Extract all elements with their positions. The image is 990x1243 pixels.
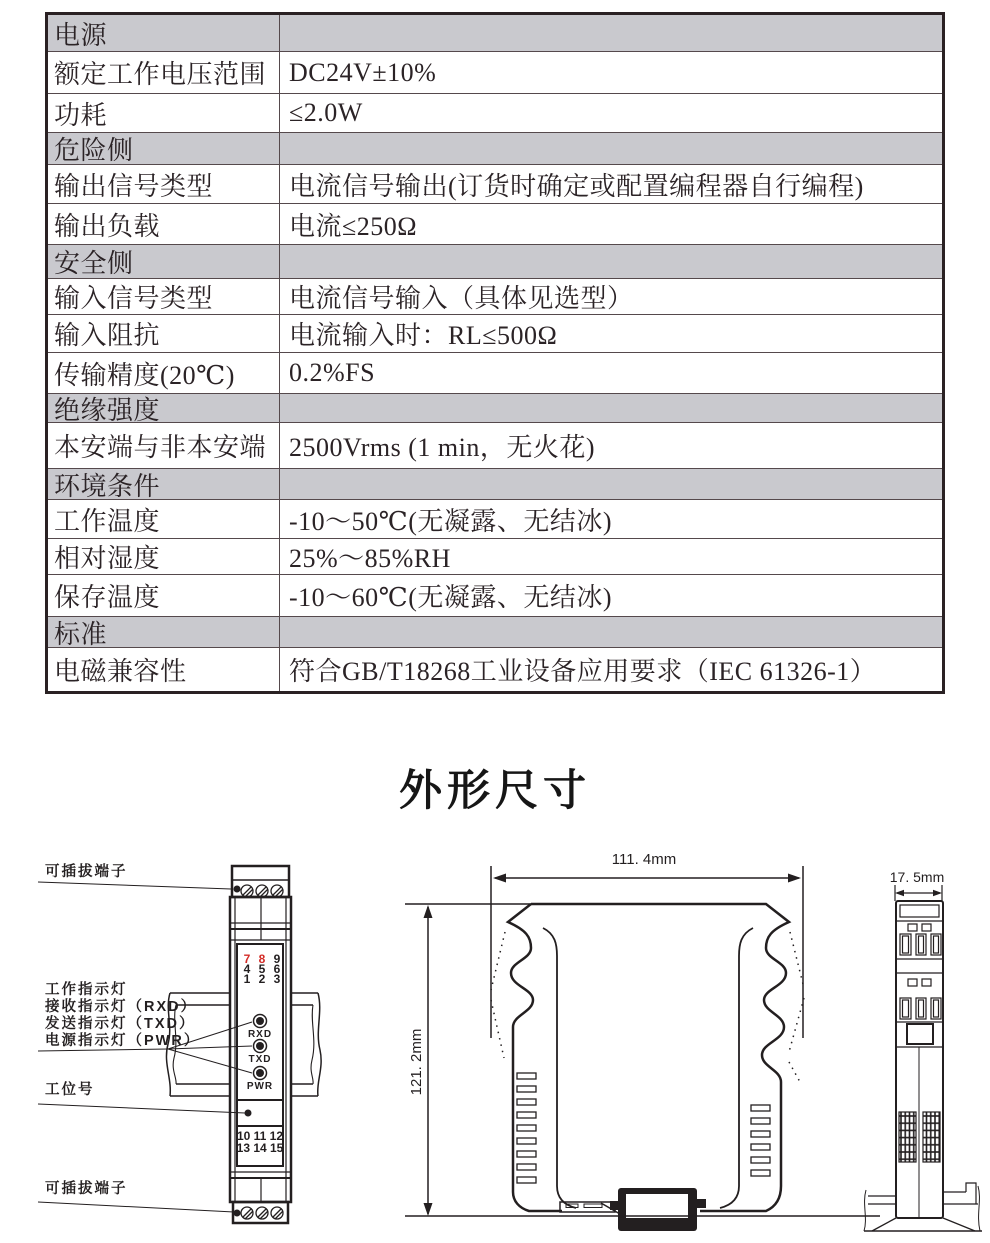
table-row <box>48 203 942 244</box>
row-label: 输出信号类型 <box>48 165 280 203</box>
row-value: -10～60℃(无凝露、无结冰) <box>289 583 613 612</box>
row-label: 安全侧 <box>48 245 280 278</box>
terminal-block-bottom <box>233 1202 288 1223</box>
led-txd <box>249 1040 272 1066</box>
height-dimension <box>408 905 433 1216</box>
row-value <box>280 617 942 647</box>
width-dimension <box>491 851 803 1038</box>
table-row-standard <box>48 616 942 647</box>
row-value <box>280 394 942 422</box>
vent-slots-left <box>517 1073 536 1183</box>
row-value: ≤2.0W <box>289 98 363 127</box>
svg-text:RXD: RXD <box>247 1029 273 1040</box>
row-label: 标准 <box>48 617 280 647</box>
row-value: 25%～85%RH <box>289 544 451 573</box>
outline-dimension-drawings <box>0 840 990 1243</box>
table-row-insulation <box>48 393 942 422</box>
row-label: 传输精度(20℃) <box>48 353 280 393</box>
din-rail-end <box>864 1183 982 1231</box>
table-row <box>48 93 942 132</box>
terminal-block-top <box>232 866 289 897</box>
table-row-safe-side <box>48 244 942 278</box>
depth-dimension <box>890 869 944 901</box>
table-row <box>48 352 942 393</box>
terminal-numbers-bottom <box>237 1129 284 1155</box>
svg-text:5: 5 <box>258 962 266 976</box>
svg-text:13 14 15: 13 14 15 <box>236 1141 284 1155</box>
row-label: 危险侧 <box>48 133 280 164</box>
table-row-environment <box>48 468 942 499</box>
table-row <box>48 499 942 538</box>
row-label: 本安端与非本安端 <box>48 423 280 468</box>
row-label: 输出负载 <box>48 204 280 244</box>
row-label: 功耗 <box>48 94 280 132</box>
row-value: DC24V±10% <box>289 57 437 87</box>
row-label: 工作温度 <box>48 500 280 538</box>
label-pluggable-terminal-bottom: 可插拔端子 <box>45 1181 128 1197</box>
table-row-hazard-side <box>48 132 942 164</box>
row-value: -10～50℃(无凝露、无结冰) <box>289 506 613 536</box>
label-rxd-indicator: 接收指示灯（RXD） <box>45 999 198 1015</box>
row-value <box>280 469 942 499</box>
table-row <box>48 647 942 691</box>
table-row-power <box>48 15 942 51</box>
svg-text:8: 8 <box>258 952 266 966</box>
svg-text:111. 4mm: 111. 4mm <box>611 851 677 868</box>
terminal-row <box>900 934 941 955</box>
front-view-drawing <box>38 862 321 1223</box>
row-value: 2500Vrms (1 min，无火花) <box>289 433 595 462</box>
terminal-numbers-top <box>244 952 281 986</box>
svg-text:2: 2 <box>258 972 266 986</box>
led-rxd <box>248 1015 272 1041</box>
svg-text:4: 4 <box>243 962 251 976</box>
module-end-profile <box>896 901 943 1218</box>
label-work-indicator: 工作指示灯 <box>45 982 128 998</box>
svg-text:TXD: TXD <box>248 1054 272 1065</box>
row-label: 环境条件 <box>48 469 280 499</box>
vent-slots-right <box>751 1105 770 1176</box>
row-value: 电流信号输入（具体见选型） <box>289 284 634 313</box>
svg-text:121. 2mm: 121. 2mm <box>408 1028 425 1096</box>
svg-text:10 11 12: 10 11 12 <box>236 1129 284 1143</box>
row-value: 电流信号输出(订货时确定或配置编程器自行编程) <box>289 171 864 201</box>
label-station-number: 工位号 <box>45 1082 95 1098</box>
row-label: 保存温度 <box>48 575 280 616</box>
row-label: 电磁兼容性 <box>48 648 280 691</box>
spec-table <box>45 12 945 694</box>
screw-icon <box>241 885 283 897</box>
row-value: 电流≤250Ω <box>289 211 418 241</box>
row-label: 相对湿度 <box>48 539 280 574</box>
svg-text:PWR: PWR <box>246 1081 274 1092</box>
station-tag-window-side <box>907 1024 933 1044</box>
row-value <box>280 15 942 51</box>
svg-text:6: 6 <box>273 962 281 976</box>
side-view-drawing <box>405 851 880 1231</box>
label-pwr-indicator: 电源指示灯（PWR） <box>45 1033 201 1049</box>
table-row <box>48 538 942 574</box>
row-value: 符合GB/T18268工业设备应用要求（IEC 61326-1） <box>289 657 877 686</box>
label-pluggable-terminal-top: 可插拔端子 <box>45 864 128 880</box>
end-view-drawing <box>864 869 982 1231</box>
table-row <box>48 164 942 203</box>
terminal-row <box>900 998 941 1019</box>
row-label: 输入信号类型 <box>48 279 280 314</box>
table-row <box>48 422 942 468</box>
row-value <box>280 245 942 278</box>
table-row <box>48 314 942 352</box>
svg-text:1: 1 <box>243 972 251 986</box>
label-txd-indicator: 发送指示灯（TXD） <box>45 1016 196 1032</box>
callout-labels <box>38 862 252 1212</box>
row-label: 输入阻抗 <box>48 315 280 352</box>
outline-dimensions-title: 外形尺寸 <box>399 767 591 815</box>
row-value <box>280 133 942 164</box>
row-value: 0.2%FS <box>289 358 376 387</box>
table-row <box>48 574 942 616</box>
row-label: 额定工作电压范围 <box>48 52 280 93</box>
table-row <box>48 278 942 314</box>
row-label: 电源 <box>48 15 280 51</box>
svg-text:17. 5mm: 17. 5mm <box>889 869 945 885</box>
row-value: 电流输入时：RL≤500Ω <box>289 321 558 350</box>
module-side-profile <box>405 904 804 1211</box>
screw-icon <box>241 1207 283 1219</box>
row-label: 绝缘强度 <box>48 394 280 422</box>
svg-text:7: 7 <box>243 952 251 966</box>
svg-text:9: 9 <box>273 952 281 966</box>
svg-text:3: 3 <box>273 972 281 986</box>
led-pwr <box>247 1067 273 1093</box>
table-row <box>48 51 942 93</box>
bus-connector <box>610 1188 706 1231</box>
